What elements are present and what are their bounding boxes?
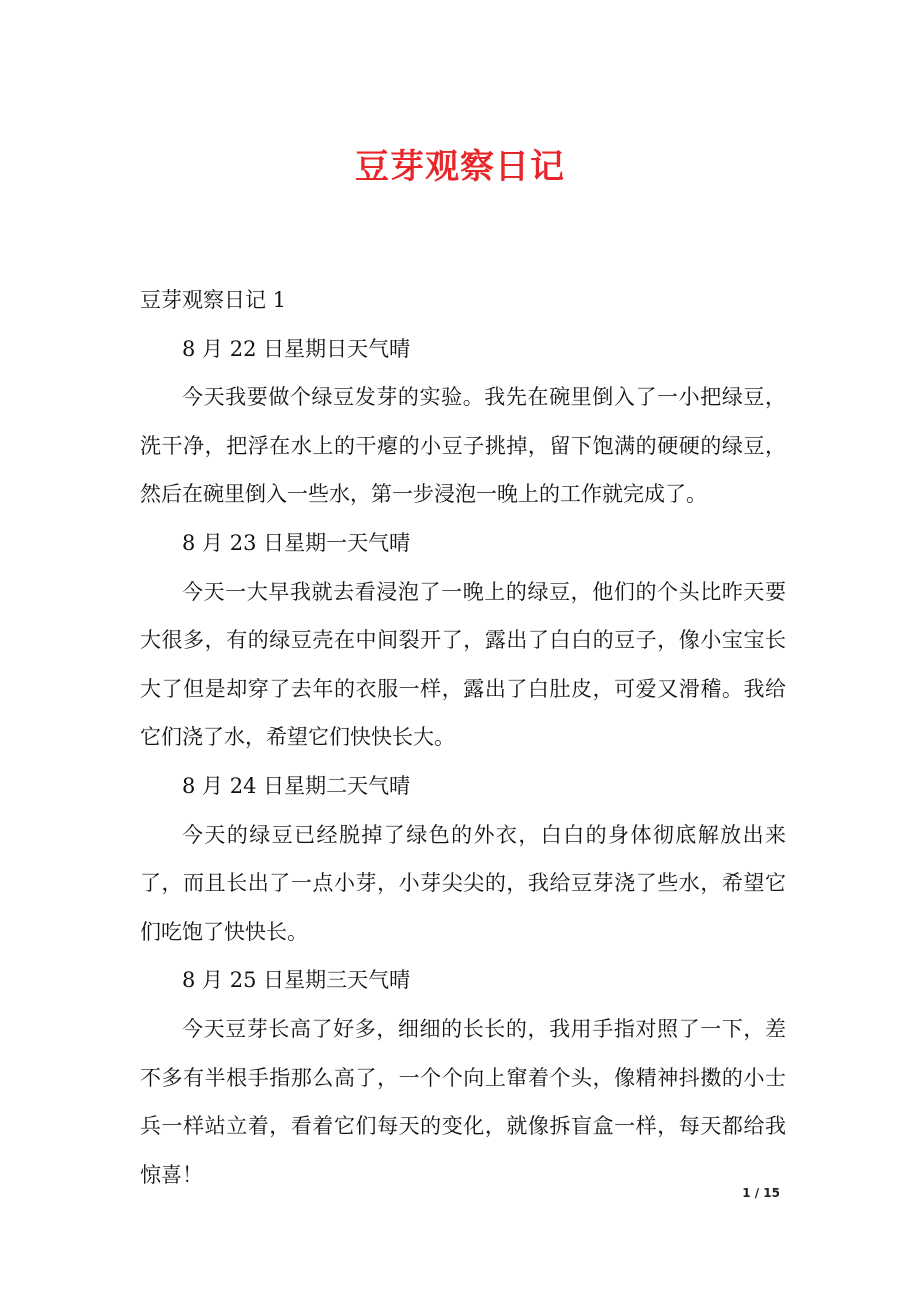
- page-number: 1 / 15: [742, 1186, 780, 1200]
- diary-paragraph: 今天的绿豆已经脱掉了绿色的外衣，白白的身体彻底解放出来了，而且长出了一点小芽，小芽尖尖的，我给豆芽浇了些水，希望它们吃饱了快快长。: [140, 822, 786, 944]
- diary-date-line: 8 月 23 日星期一天气晴: [182, 530, 411, 555]
- diary-date-line: 8 月 22 日星期日天气晴: [182, 336, 411, 361]
- document-title: 豆芽观察日记: [355, 147, 565, 187]
- section-heading: 豆芽观察日记 1: [140, 288, 287, 312]
- diary-paragraph: 今天一大早我就去看浸泡了一晚上的绿豆，他们的个头比昨天要大很多，有的绿豆壳在中间裂开了，露出了白白的豆子，像小宝宝长大了但是却穿了去年的衣服一样，露出了白肚皮，可爱又滑稽。我给它们浇了水，希望它们快快长大。: [140, 579, 786, 750]
- diary-date-line: 8 月 25 日星期三天气晴: [182, 968, 411, 993]
- document-body: [140, 276, 786, 1199]
- diary-paragraph: 今天豆芽长高了好多，细细的长长的，我用手指对照了一下，差不多有半根手指那么高了，一个个向上窜着个头，像精神抖擞的小士兵一样站立着，看着它们每天的变化，就像拆盲盒一样，每天都给我惊喜！: [140, 1016, 786, 1187]
- diary-paragraph: 今天我要做个绿豆发芽的实验。我先在碗里倒入了一小把绿豆，洗干净，把浮在水上的干瘪的小豆子挑掉，留下饱满的硬硬的绿豆，然后在碗里倒入一些水，第一步浸泡一晚上的工作就完成了。: [140, 385, 786, 507]
- diary-date-line: 8 月 24 日星期二天气晴: [182, 773, 411, 798]
